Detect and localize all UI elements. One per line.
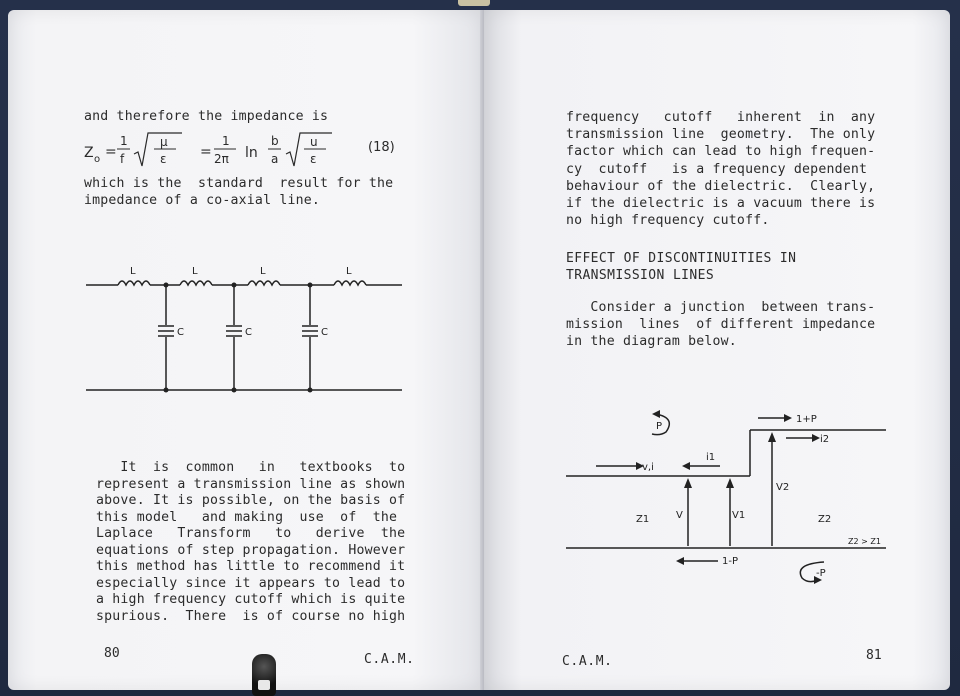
svg-text:o: o xyxy=(94,154,101,165)
capacitor-label-1: C xyxy=(177,327,184,338)
section-heading-line-2: TRANSMISSION LINES xyxy=(566,268,715,283)
after-eq-line-2: impedance of a co-axial line. xyxy=(84,193,321,208)
intro-line: and therefore the impedance is xyxy=(84,109,329,124)
dlabel-one-minus-p: 1-P xyxy=(722,556,739,567)
svg-text:1: 1 xyxy=(222,134,230,148)
svg-text:1: 1 xyxy=(120,134,128,148)
inductor-label-2: L xyxy=(192,266,198,277)
left-paragraph-line-8: especially since it appears to lead to xyxy=(96,575,406,591)
left-page-number: 80 xyxy=(104,646,120,661)
left-paragraph-line-7: this method has little to recommend it xyxy=(96,559,406,574)
capacitor-label-2: C xyxy=(245,327,252,338)
dlabel-v1: V1 xyxy=(732,510,746,521)
svg-text:=: = xyxy=(200,144,212,160)
section-heading-line-1: EFFECT OF DISCONTINUITIES IN xyxy=(566,251,797,266)
left-paragraph-line-9: a high frequency cutoff which is quite xyxy=(96,592,406,607)
left-paragraph-line-3: above. It is possible, on the basis of xyxy=(96,493,406,508)
left-paragraph-line-5: Laplace Transform to derive the xyxy=(96,526,406,541)
dlabel-vi: v,i xyxy=(642,462,654,473)
dlabel-v: V xyxy=(676,510,683,521)
left-paragraph-line-2: represent a transmission line as shown xyxy=(96,476,406,492)
left-paragraph-line-10: spurious. There is of course no high xyxy=(96,608,406,624)
pen-tip xyxy=(258,680,270,690)
inductor-label-1: L xyxy=(130,266,136,277)
right-second-paragraph-line-3: in the diagram below. xyxy=(566,334,737,349)
right-page-number: 81 xyxy=(866,648,882,663)
inductor-label-4: L xyxy=(346,266,352,277)
svg-text:ε: ε xyxy=(160,152,167,166)
right-top-paragraph-line-2: transmission line geometry. The only xyxy=(566,127,876,143)
svg-text:b: b xyxy=(271,134,279,148)
left-footer: C.A.M. xyxy=(364,652,415,667)
left-paragraph-line-6: equations of step propagation. However xyxy=(96,542,406,558)
impedance-equation xyxy=(80,126,420,172)
svg-text:μ: μ xyxy=(160,135,168,149)
right-top-paragraph-line-5: behaviour of the dielectric. Clearly, xyxy=(566,178,876,194)
svg-text:ln: ln xyxy=(245,145,258,161)
capacitor-label-3: C xyxy=(321,327,328,338)
dlabel-i2: i2 xyxy=(820,434,830,445)
lc-circuit-diagram xyxy=(84,262,414,402)
svg-text:2π: 2π xyxy=(214,152,229,166)
book-clip xyxy=(458,0,490,6)
right-top-paragraph-line-6: if the dielectric is a vacuum there is xyxy=(566,196,876,211)
right-top-paragraph-line-3: factor which can lead to high frequen- xyxy=(566,144,876,160)
dlabel-neg-p: -P xyxy=(816,568,826,579)
dlabel-one-plus-p: 1+P xyxy=(796,414,817,425)
right-second-paragraph-line-1: Consider a junction between trans- xyxy=(566,300,876,315)
inductor-label-3: L xyxy=(260,266,266,277)
junction-diagram xyxy=(560,404,900,594)
svg-text:=: = xyxy=(105,144,117,160)
dlabel-z1: Z1 xyxy=(636,514,650,525)
left-paragraph-line-4: this model and making use of the xyxy=(96,509,398,525)
dlabel-z-compare: Z2 > Z1 xyxy=(848,537,881,546)
dlabel-p: P xyxy=(656,421,663,432)
svg-text:ε: ε xyxy=(310,152,317,166)
svg-text:(18): (18) xyxy=(368,140,395,155)
right-second-paragraph-line-2: mission lines of different impedance xyxy=(566,317,876,332)
after-eq-line-1: which is the standard result for the xyxy=(84,176,394,191)
svg-text:f: f xyxy=(120,152,125,166)
right-footer: C.A.M. xyxy=(562,654,613,669)
right-top-paragraph-line-7: no high frequency cutoff. xyxy=(566,213,770,229)
right-top-paragraph-line-4: cy cutoff is a frequency dependent xyxy=(566,161,868,177)
svg-text:u: u xyxy=(310,135,318,149)
left-paragraph-line-1: It is common in textbooks to xyxy=(96,460,406,475)
dlabel-z2: Z2 xyxy=(818,514,832,525)
svg-text:a: a xyxy=(271,152,279,166)
dlabel-v2: V2 xyxy=(776,482,790,493)
dlabel-i1: i1 xyxy=(706,452,716,463)
svg-text:Z: Z xyxy=(84,145,94,161)
right-top-paragraph-line-1: frequency cutoff inherent in any xyxy=(566,110,876,125)
